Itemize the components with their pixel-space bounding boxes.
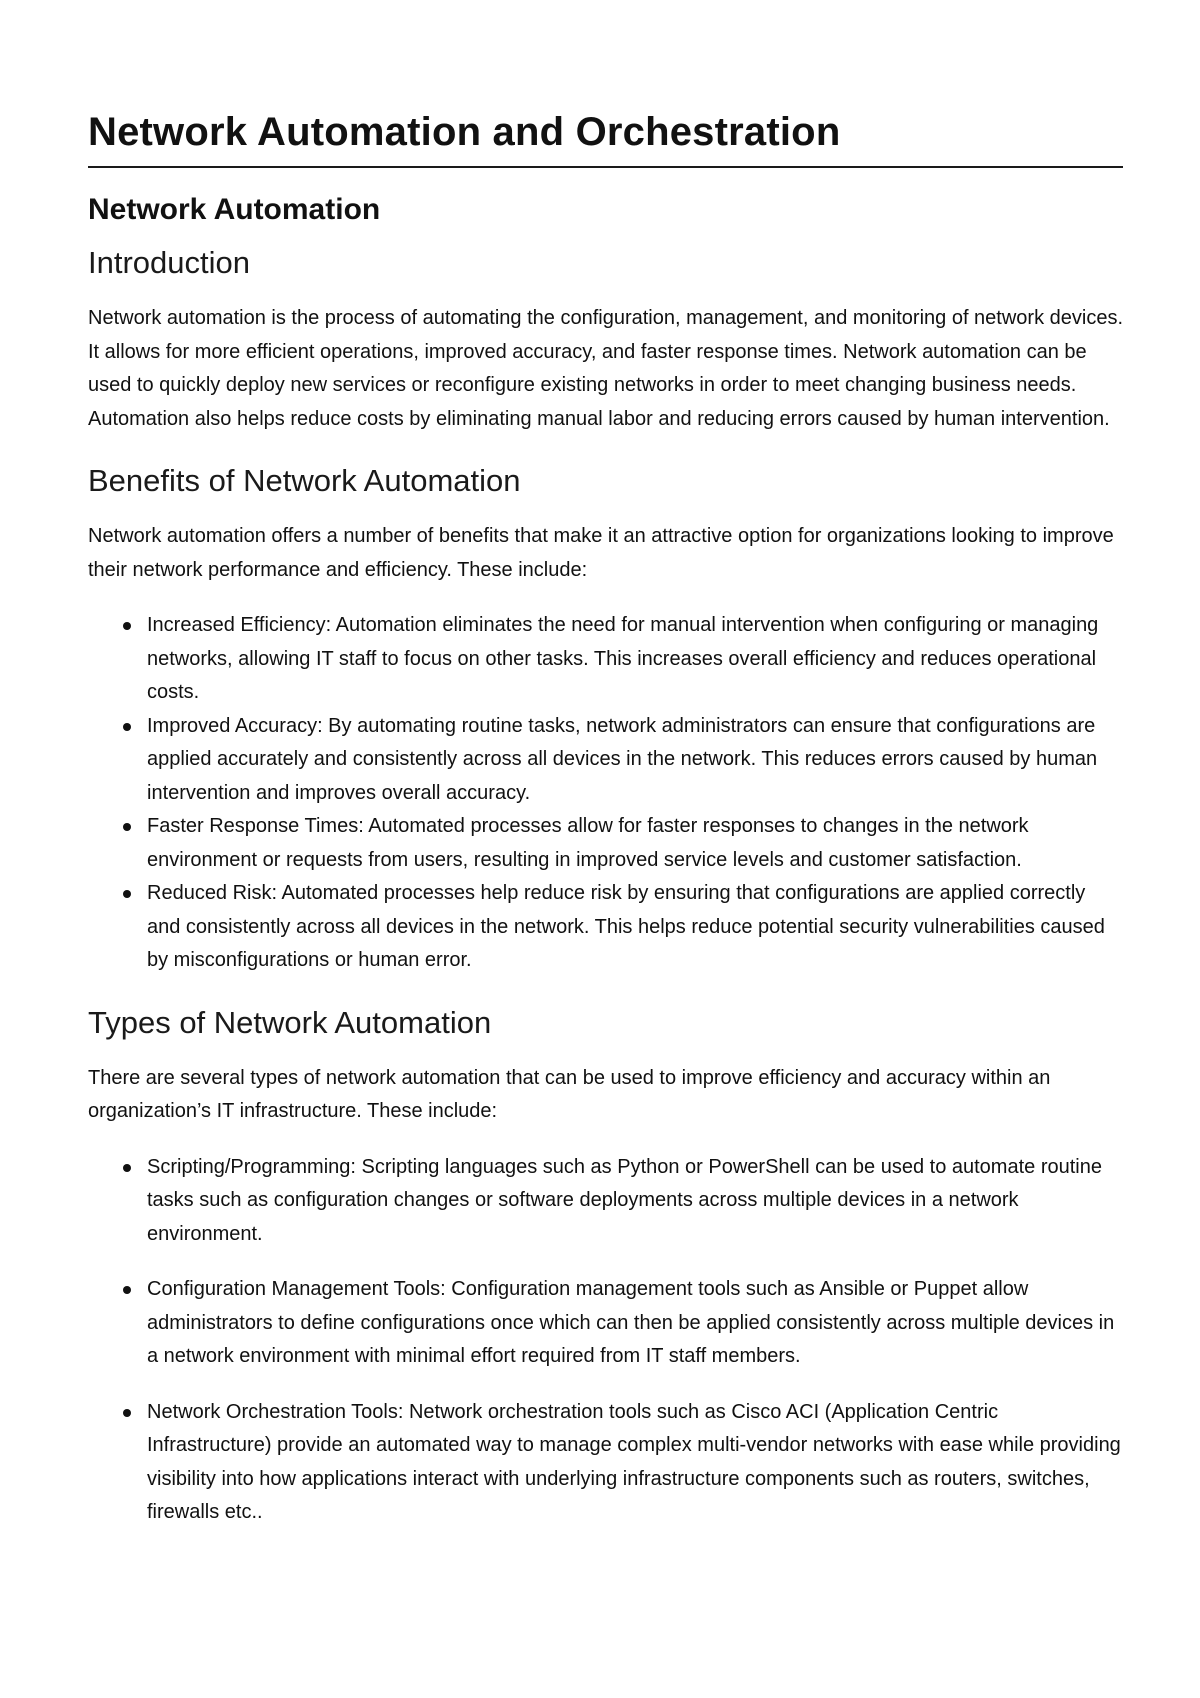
bullet-icon — [123, 1409, 131, 1417]
list-item-text: Increased Efficiency: Automation eliminates the need for manual intervention when configuring or managing networks, allowing IT staff to focus on other tasks. This increases overall efficiency and reduces operational costs. — [147, 614, 1099, 703]
bullet-icon — [123, 1286, 131, 1294]
list-item — [88, 1151, 1123, 1252]
types-list — [88, 1151, 1123, 1530]
list-item-text: Scripting/Programming: Scripting languages such as Python or PowerShell can be used to automate routine tasks such as configuration changes or software deployments across multiple devices in a network environment. — [147, 1155, 1102, 1245]
list-item — [88, 609, 1123, 710]
benefits-list — [88, 609, 1123, 978]
list-item-text: Reduced Risk: Automated processes help reduce risk by ensuring that configurations are applied correctly and consistently across all devices in the network. This helps reduce potential security vulnerabilities caused by misconfigurations or human error. — [147, 882, 1105, 971]
list-item — [88, 1396, 1123, 1530]
bullet-icon — [123, 890, 131, 898]
introduction-paragraph: Network automation is the process of automating the configuration, management, and monitoring of network devices. It allows for more efficient operations, improved accuracy, and faster response times. Network automation can be used to quickly deploy new services or reconfigure existing networks in order to meet changing business needs. Automation also helps reduce costs by eliminating manual labor and reducing errors caused by human intervention. — [88, 307, 1124, 430]
bullet-icon — [123, 622, 131, 630]
list-item-text: Faster Response Times: Automated processes allow for faster responses to changes in the network environment or requests from users, resulting in improved service levels and customer satisfaction. — [147, 815, 1029, 871]
list-item-text: Configuration Management Tools: Configuration management tools such as Ansible or Puppet allow administrators to define configurations once which can then be applied consistently across multiple devices in a network environment with minimal effort required from IT staff members. — [147, 1278, 1115, 1367]
list-item — [88, 710, 1123, 811]
types-paragraph: There are several types of network automation that can be used to improve efficiency and accuracy within an organization’s IT infrastructure. These include: — [88, 1066, 1051, 1122]
list-item-text: Improved Accuracy: By automating routine tasks, network administrators can ensure that configurations are applied accurately and consistently across all devices in the network. This reduces errors caused by human intervention and improves overall accuracy. — [147, 714, 1098, 804]
list-item — [88, 1273, 1123, 1374]
bullet-icon — [123, 1164, 131, 1172]
list-item — [88, 877, 1123, 978]
benefits-paragraph: Network automation offers a number of benefits that make it an attractive option for organizations looking to improve their network performance and efficiency. These include: — [88, 525, 1114, 581]
list-item — [88, 810, 1123, 877]
introduction-heading: Introduction — [88, 245, 250, 280]
bullet-icon — [123, 723, 131, 731]
benefits-heading: Benefits of Network Automation — [88, 463, 521, 498]
document-page — [88, 108, 1123, 1530]
bullet-icon — [123, 823, 131, 831]
document-title: Network Automation and Orchestration — [88, 108, 1123, 168]
list-item-text: Network Orchestration Tools: Network orchestration tools such as Cisco ACI (Application Centric Infrastructure) provide an automated way to manage complex multi-vendor networks with ease while providing visibility into how applications interact with underlying infrastructure components such as routers, switches, firewalls etc.. — [147, 1400, 1121, 1523]
types-heading: Types of Network Automation — [88, 1004, 492, 1040]
section-heading: Network Automation — [88, 193, 381, 226]
